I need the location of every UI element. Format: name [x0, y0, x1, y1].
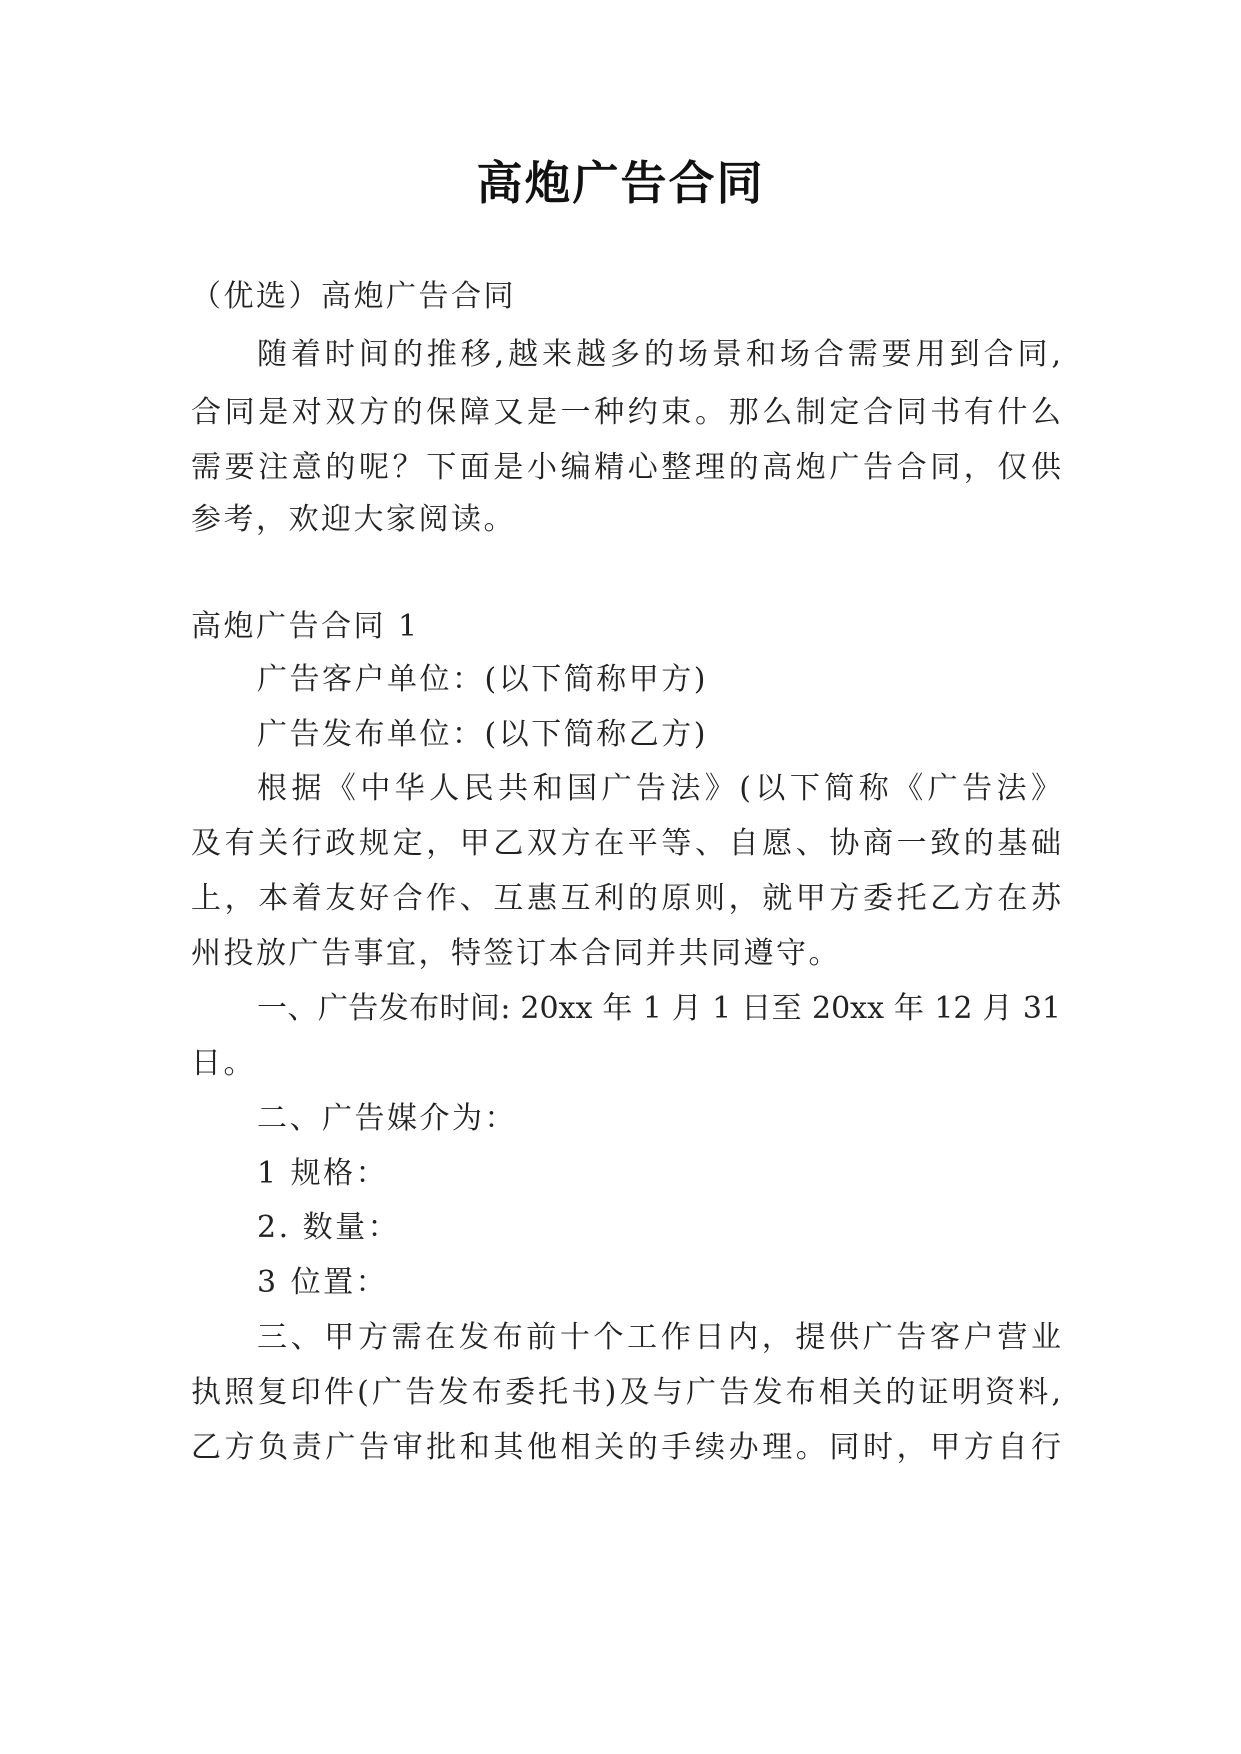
subtitle-line: （优选）高炮广告合同 — [191, 279, 516, 314]
client-unit-line: 广告客户单位：(以下简称甲方) — [257, 662, 708, 697]
spec-line: 1 规格： — [257, 1156, 389, 1191]
intro-line-4: 参考，欢迎大家阅读。 — [191, 502, 516, 537]
clause-1-line-1: 一、广告发布时间: 20xx 年 1 月 1 日至 20xx 年 12 月 31 — [257, 991, 1061, 1026]
basis-line-1: 根据《中华人民共和国广告法》(以下简称《广告法》 — [257, 771, 1061, 806]
section-heading: 高炮广告合同 1 — [191, 609, 420, 644]
clause-1-line-2: 日。 — [191, 1046, 256, 1081]
basis-line-4: 州投放广告事宜，特签订本合同并共同遵守。 — [191, 936, 841, 971]
quantity-line: 2. 数量： — [257, 1210, 401, 1245]
intro-line-3: 需要注意的呢？下面是小编精心整理的高炮广告合同，仅供 — [191, 450, 1061, 485]
clause-3-line-1: 三、甲方需在发布前十个工作日内，提供广告客户营业 — [257, 1320, 1061, 1355]
publisher-unit-line: 广告发布单位：(以下简称乙方) — [257, 717, 708, 752]
position-line: 3 位置： — [257, 1265, 389, 1300]
basis-line-3: 上，本着友好合作、互惠互利的原则，就甲方委托乙方在苏 — [191, 881, 1061, 916]
intro-line-1: 随着时间的推移,越来越多的场景和场合需要用到合同, — [257, 337, 1061, 372]
intro-line-2: 合同是对双方的保障又是一种约束。那么制定合同书有什么 — [191, 395, 1061, 430]
clause-3-line-2: 执照复印件(广告发布委托书)及与广告发布相关的证明资料, — [191, 1375, 1061, 1410]
basis-line-2: 及有关行政规定，甲乙双方在平等、自愿、协商一致的基础 — [191, 826, 1061, 861]
clause-3-line-3: 乙方负责广告审批和其他相关的手续办理。同时，甲方自行 — [191, 1430, 1061, 1465]
document-title: 高炮广告合同 — [476, 156, 765, 210]
clause-2-line: 二、广告媒介为： — [257, 1101, 517, 1136]
